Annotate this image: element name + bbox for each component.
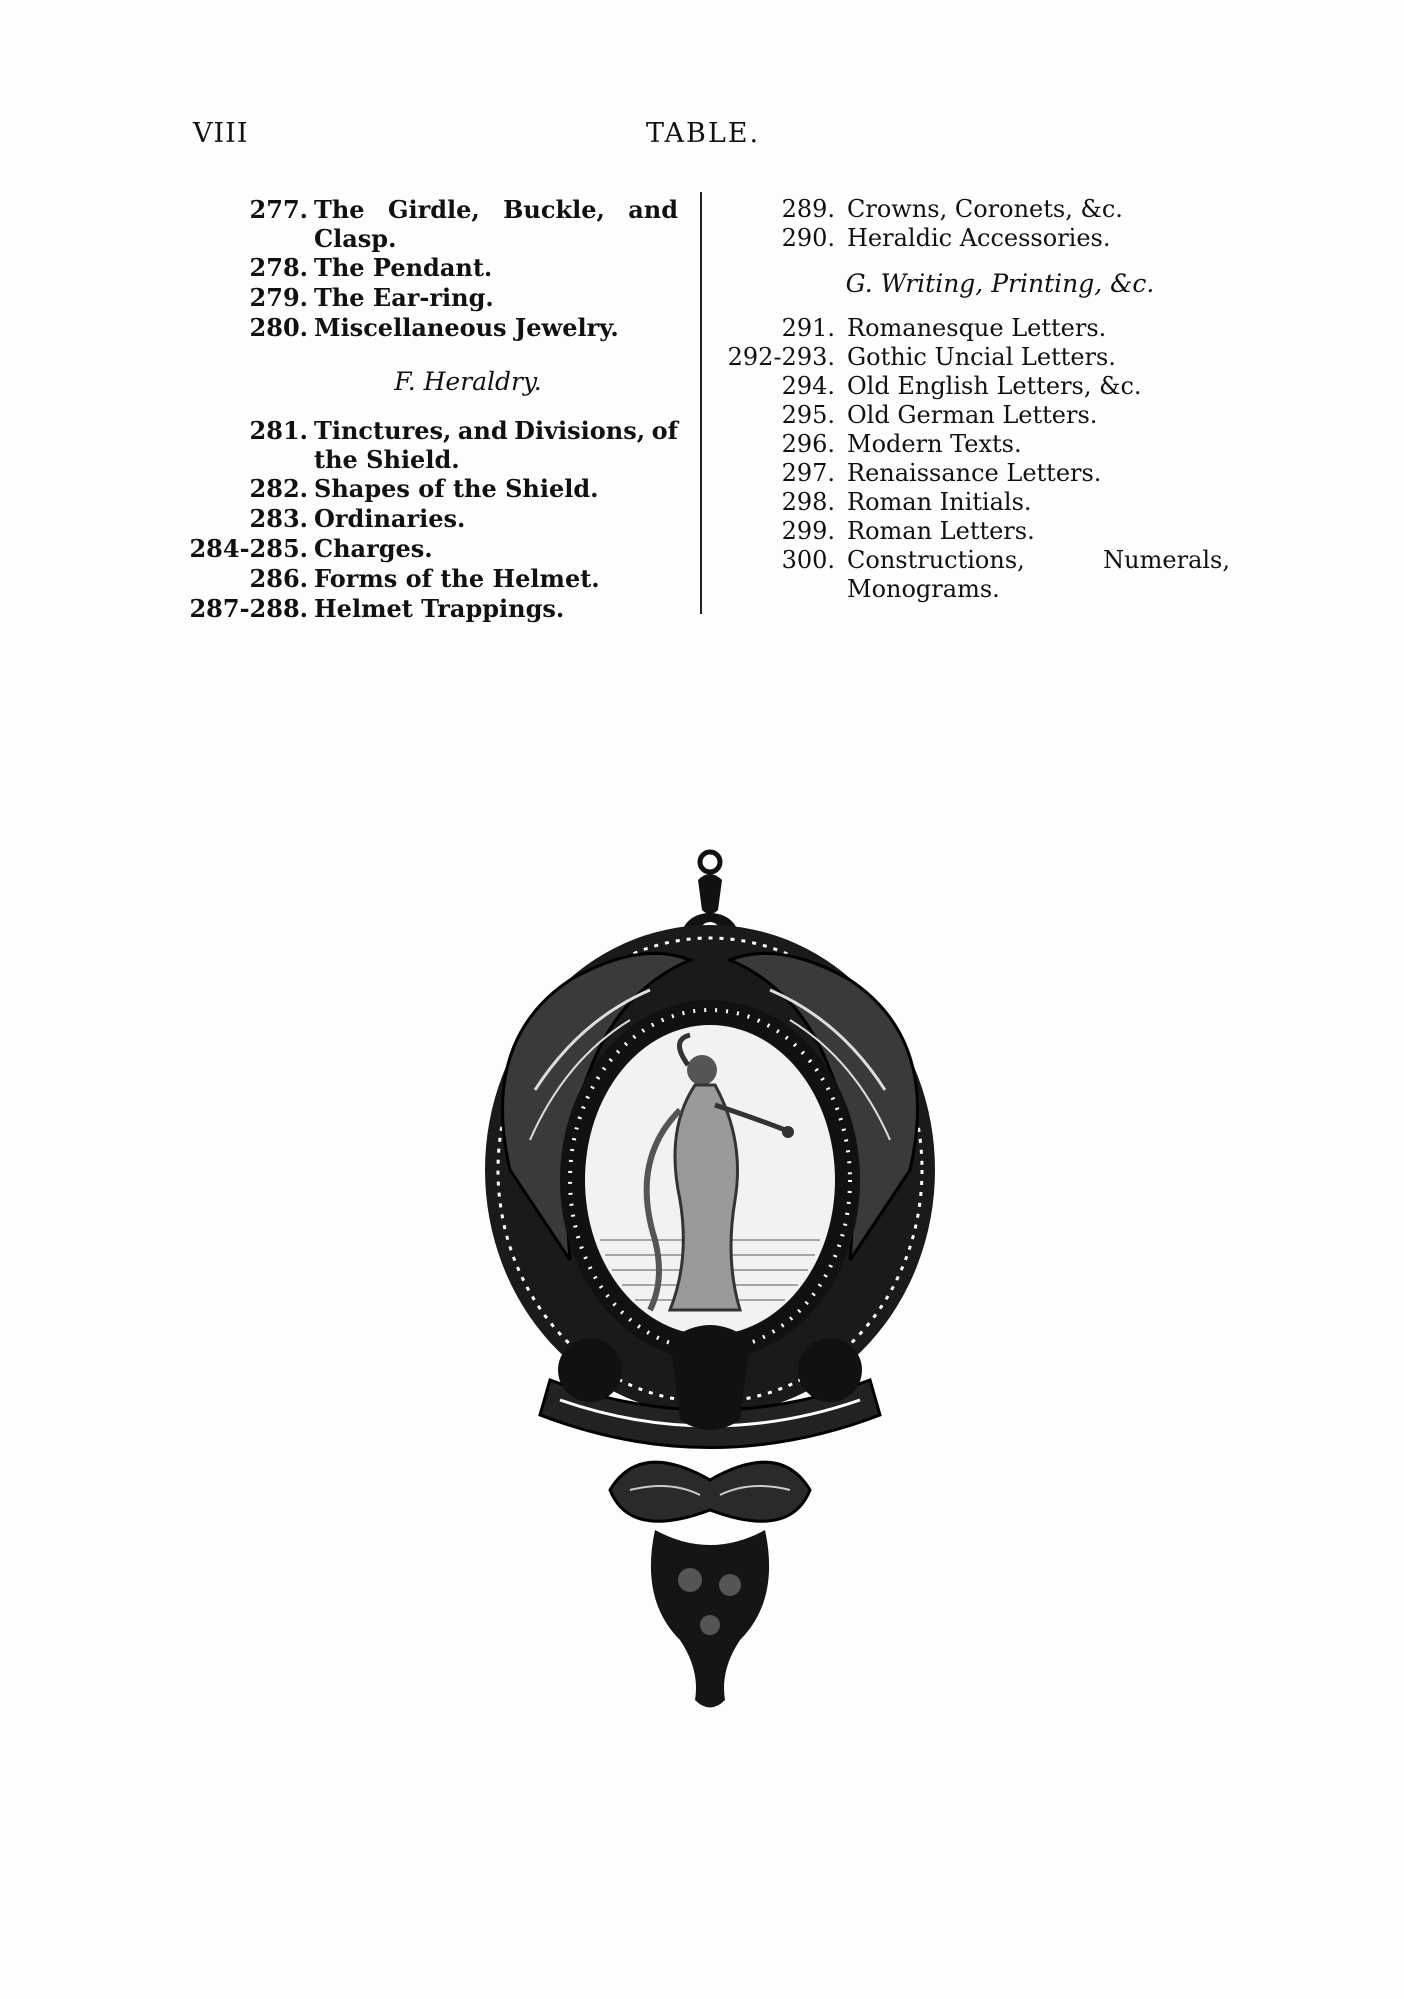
list-item [178,564,678,594]
running-title: TABLE. [646,118,761,149]
entry-number: 284-285. [189,534,308,563]
entry-title: Miscellaneous Jewelry. [314,313,619,342]
entry-title: Helmet Trappings. [314,594,565,623]
list-item [710,459,1230,488]
entry-title: Roman Letters. [847,517,1035,545]
entry-number: 297. [781,459,835,487]
entry-number: 299. [781,517,835,545]
entry-title: Charges. [314,534,433,563]
entry-number: 291. [781,314,835,342]
entry-title: The Girdle, Buckle, and [314,195,678,224]
entry-title: Shapes of the Shield. [314,474,599,503]
entry-number: 292-293. [727,343,835,371]
list-item [178,534,678,564]
entry-title: Romanesque Letters. [847,314,1107,342]
list-item [178,283,678,313]
entry-title: Roman Initials. [847,488,1032,516]
entry-number: 278. [249,253,308,282]
list-item [710,314,1230,343]
entry-number: 277. [249,195,308,224]
entry-title: Tinctures, and Divisions, of [314,416,678,445]
entry-title: Crowns, Coronets, &c. [847,195,1123,223]
section-heading-writing: G. Writing, Printing, &c. [845,269,1155,298]
entry-title: Renaissance Letters. [847,459,1102,487]
entry-title: Modern Texts. [847,430,1022,458]
list-item [178,594,678,624]
entry-title: Old English Letters, &c. [847,372,1142,400]
list-item [178,195,678,253]
entry-title: The Pendant. [314,253,493,282]
entry-number: 281. [249,416,308,445]
list-item [710,546,1230,604]
ornamental-pendant-icon [440,840,980,1720]
entry-number: 290. [781,224,835,252]
entry-number: 296. [781,430,835,458]
list-item [178,313,678,343]
section-heading-heraldry: F. Heraldry. [394,367,542,396]
entry-title: Old German Letters. [847,401,1098,429]
list-item [178,474,678,504]
page-header [0,118,1404,158]
entry-title: The Ear-ring. [314,283,494,312]
entry-number: 294. [781,372,835,400]
list-item [710,517,1230,546]
list-item [710,401,1230,430]
entry-number: 287-288. [189,594,308,623]
entry-number: 300. [781,546,835,574]
entry-title-continued: the Shield. [314,445,460,474]
table-left-column [178,195,678,624]
list-item [710,372,1230,401]
entry-title-continued: Monograms. [847,575,1000,603]
entry-number: 283. [249,504,308,533]
entry-number: 280. [249,313,308,342]
entry-number: 282. [249,474,308,503]
entry-number: 298. [781,488,835,516]
list-item [178,504,678,534]
entry-title: Ordinaries. [314,504,466,533]
table-right-column [710,195,1230,604]
entry-number: 295. [781,401,835,429]
list-item [710,224,1230,253]
list-item [710,488,1230,517]
list-item [710,430,1230,459]
page-number: VIII [193,118,249,149]
entry-title: Forms of the Helmet. [314,564,600,593]
column-divider [700,192,702,614]
list-item [178,416,678,474]
entry-number: 279. [249,283,308,312]
list-item [178,253,678,283]
list-item [710,195,1230,224]
list-item [710,343,1230,372]
entry-title-continued: Clasp. [314,224,397,253]
entry-number: 289. [781,195,835,223]
entry-number: 286. [249,564,308,593]
entry-title: Gothic Uncial Letters. [847,343,1116,371]
entry-title: Constructions, Numerals, [847,546,1230,574]
entry-title: Heraldic Accessories. [847,224,1111,252]
